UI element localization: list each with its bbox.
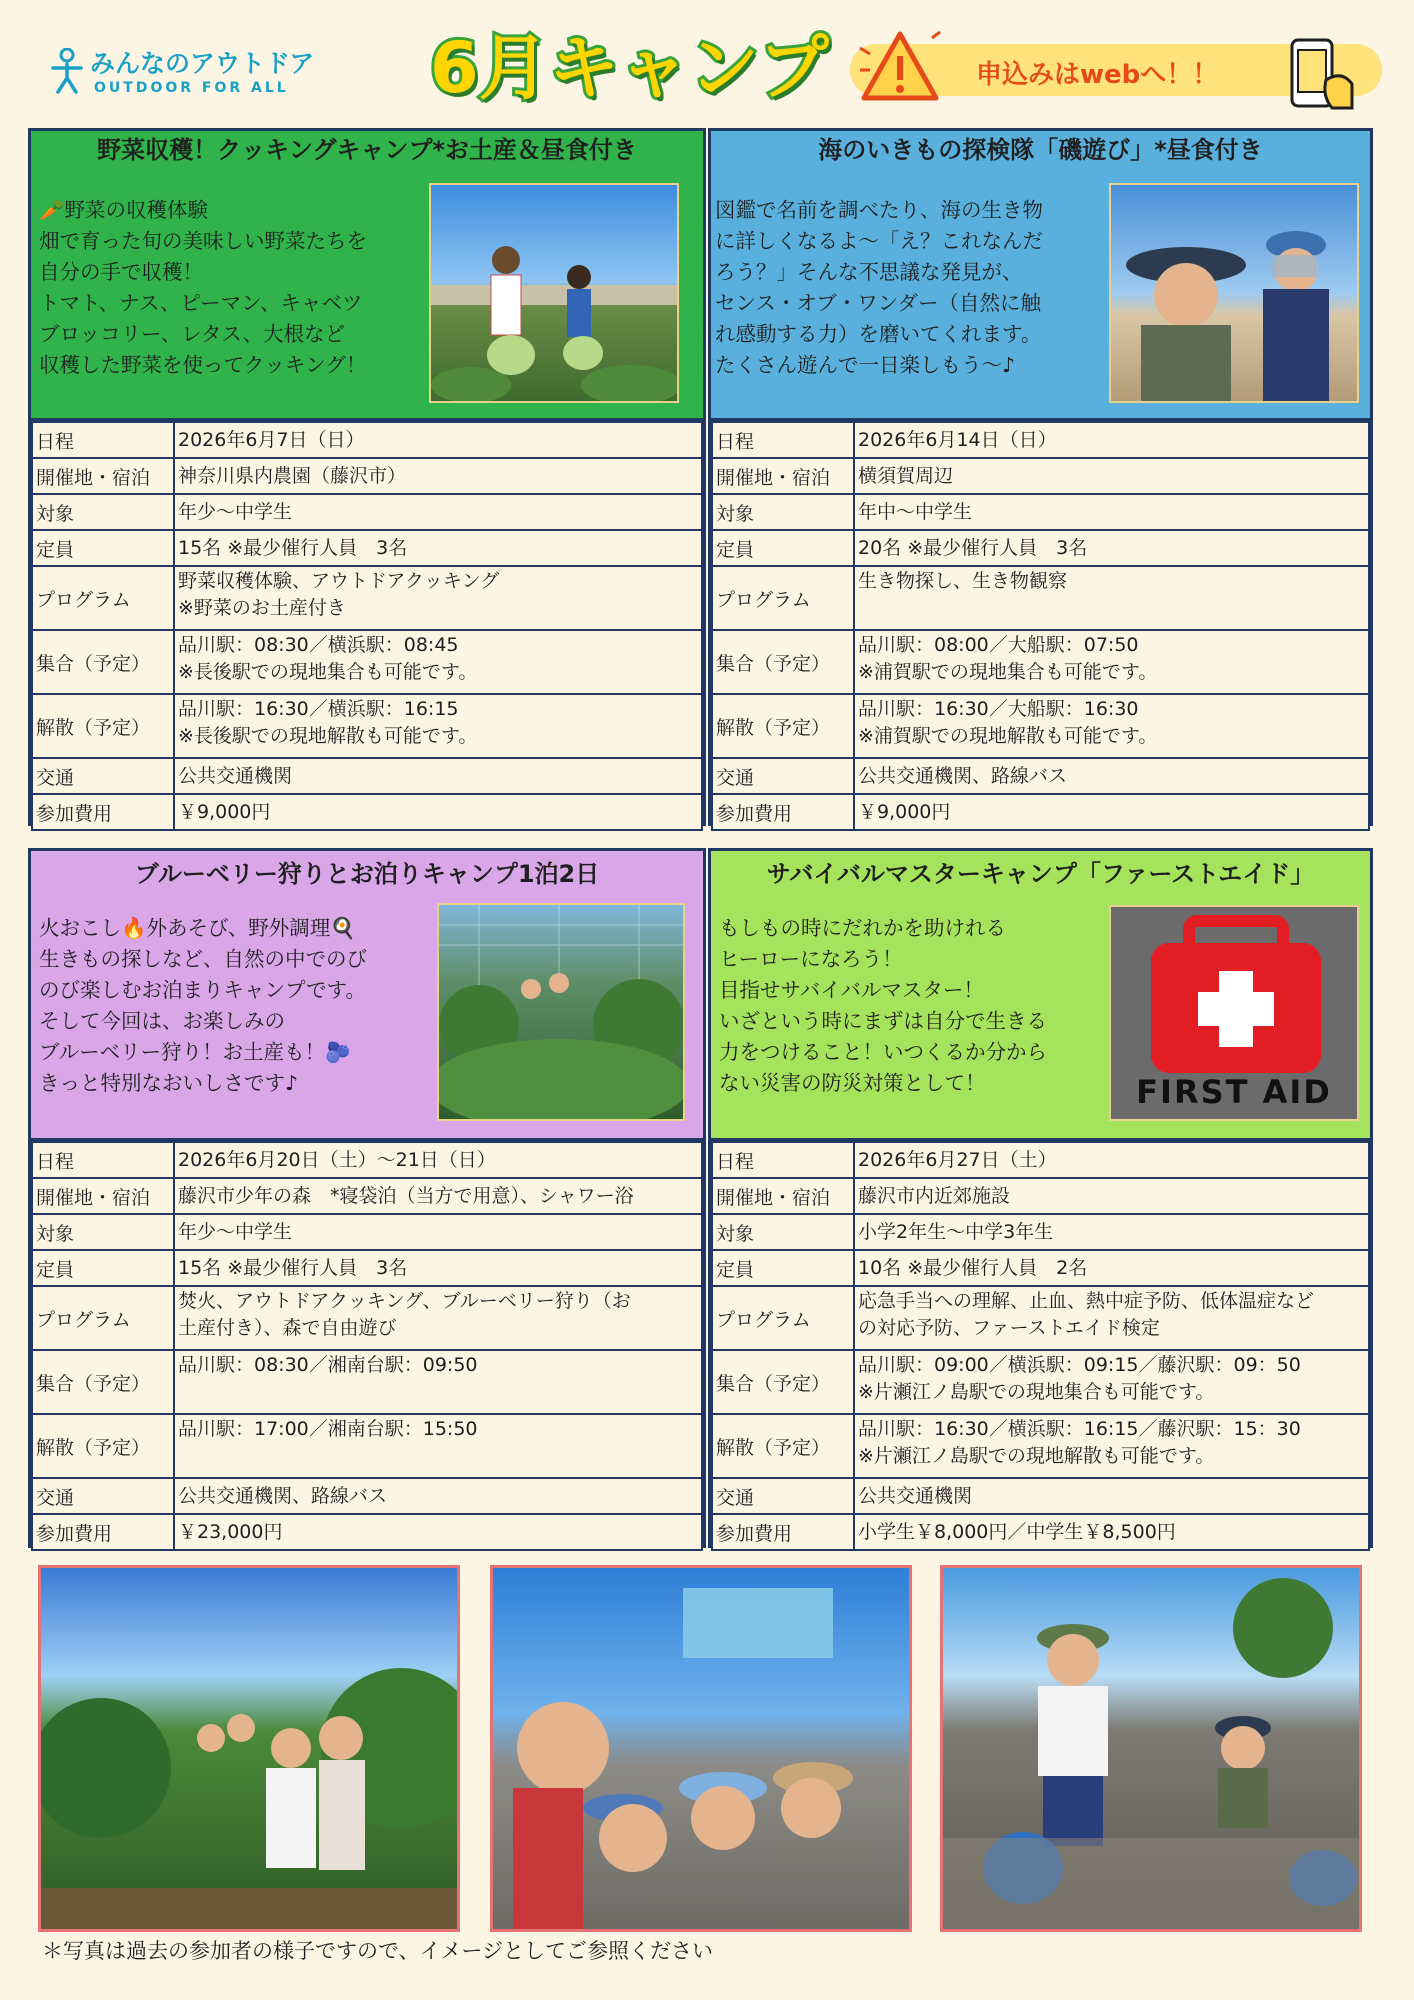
row-value: 15名 ※最少催行人員 3名: [174, 530, 702, 566]
row-label: 集合（予定）: [712, 1350, 854, 1414]
row-label: 定員: [32, 530, 174, 566]
logo-subtext: OUTDOOR FOR ALL: [94, 80, 289, 96]
row-label: 日程: [32, 422, 174, 458]
logo: [50, 44, 330, 100]
page-title: 6月キャンプ: [430, 27, 829, 109]
row-value: 品川駅：08:30／横浜駅：08:45 ※長後駅での現地集合も可能です。: [174, 630, 702, 694]
row-value: 横須賀周辺: [854, 458, 1369, 494]
row-value: 品川駅：17:00／湘南台駅：15:50: [174, 1414, 702, 1478]
row-label: 交通: [32, 1478, 174, 1514]
row-label: 参加費用: [712, 1514, 854, 1550]
row-value: 公共交通機関、路線バス: [854, 758, 1369, 794]
apply-web-link[interactable]: 申込みはwebへ！！: [976, 60, 1219, 90]
row-value: 応急手当への理解、止血、熱中症予防、低体温症など の対応予防、ファーストエイド検定: [854, 1286, 1369, 1350]
row-label: 日程: [32, 1142, 174, 1178]
row-label: プログラム: [32, 566, 174, 630]
row-label: 開催地・宿泊: [32, 458, 174, 494]
row-label: 解散（予定）: [712, 694, 854, 758]
row-label: 開催地・宿泊: [712, 458, 854, 494]
row-label: 交通: [32, 758, 174, 794]
row-label: 対象: [32, 494, 174, 530]
row-value: 10名 ※最少催行人員 2名: [854, 1250, 1369, 1286]
camp-title: サバイバルマスターキャンプ「ファーストエイド」: [766, 860, 1315, 888]
tidepool-kids-photo: [1109, 183, 1359, 403]
row-value: 焚火、アウトドアクッキング、ブルーベリー狩り（お 土産付き）、森で自由遊び: [174, 1286, 702, 1350]
camp-info-table: [711, 1141, 1370, 1551]
camp-title: ブルーベリー狩りとお泊りキャンプ1泊2日: [134, 860, 600, 888]
camp-description: 図鑑で名前を調べたり、海の生き物 に詳しくなるよ〜「え？これなんだ ろう？」そんな不思議な発見が、 センス・オブ・ワンダー（自然に触 れ感動する力）を磨いてくれます。 たくさん遊んで一日楽しもう〜♪: [715, 198, 1043, 377]
row-label: 解散（予定）: [712, 1414, 854, 1478]
camp-description: 🥕野菜の収穫体験 畑で育った旬の美味しい野菜たちを 自分の手で収穫！ トマト、ナス、ピーマン、キャベツ ブロッコリー、レタス、大根など 収穫した野菜を使ってクッキング！: [39, 198, 367, 377]
first-aid-label: FIRST AID: [1136, 1073, 1332, 1111]
row-label: 集合（予定）: [32, 630, 174, 694]
row-label: 解散（予定）: [32, 694, 174, 758]
row-label: 集合（予定）: [712, 630, 854, 694]
tidepool-netting-photo: [940, 1565, 1362, 1932]
row-value: 2026年6月14日（日）: [854, 422, 1369, 458]
blueberry-field-photo: [437, 903, 685, 1121]
row-value: 年中〜中学生: [854, 494, 1369, 530]
row-label: 対象: [712, 494, 854, 530]
row-value: ￥23,000円: [174, 1514, 702, 1550]
row-label: 日程: [712, 422, 854, 458]
row-label: 定員: [712, 530, 854, 566]
row-value: 野菜収穫体験、アウトドアクッキング ※野菜のお土産付き: [174, 566, 702, 630]
row-value: 品川駅：08:00／大船駅：07:50 ※浦賀駅での現地集合も可能です。: [854, 630, 1369, 694]
row-value: 15名 ※最少催行人員 3名: [174, 1250, 702, 1286]
row-value: 2026年6月20日（土）〜21日（日）: [174, 1142, 702, 1178]
row-label: プログラム: [32, 1286, 174, 1350]
row-label: 対象: [32, 1214, 174, 1250]
logo-text: みんなのアウトドア: [90, 49, 315, 78]
row-value: 品川駅：16:30／横浜駅：16:15 ※長後駅での現地解散も可能です。: [174, 694, 702, 758]
tidepool-observation-photo: [490, 1565, 912, 1932]
camp-title: 海のいきもの探検隊「磯遊び」*昼食付き: [818, 136, 1263, 164]
camp-card-seashore: [708, 128, 1373, 826]
camp-info-table: [31, 421, 703, 831]
row-label: 参加費用: [712, 794, 854, 830]
camp-card-vegetable: [28, 128, 706, 826]
row-value: 小学生￥8,000円／中学生￥8,500円: [854, 1514, 1369, 1550]
row-value: 品川駅：08:30／湘南台駅：09:50: [174, 1350, 702, 1414]
camp-description: 火おこし🔥外あそび、野外調理🍳 生きもの探しなど、自然の中でのび のび楽しむお泊まりキャンプです。 そして今回は、お楽しみの ブルーベリー狩り！お土産も！🫐 きっと特別なおいしさです♪: [39, 916, 367, 1095]
row-value: 品川駅：16:30／横浜駅：16:15／藤沢駅：15：30 ※片瀬江ノ島駅での現地解散も可能です。: [854, 1414, 1369, 1478]
row-value: 公共交通機関、路線バス: [174, 1478, 702, 1514]
warning-icon: [858, 28, 942, 108]
row-label: プログラム: [712, 1286, 854, 1350]
row-label: 交通: [712, 1478, 854, 1514]
row-value: 2026年6月27日（土）: [854, 1142, 1369, 1178]
row-label: 参加費用: [32, 794, 174, 830]
harvest-photo: [429, 183, 679, 403]
row-value: 公共交通機関: [174, 758, 702, 794]
row-value: ￥9,000円: [174, 794, 702, 830]
row-label: 集合（予定）: [32, 1350, 174, 1414]
row-value: 2026年6月7日（日）: [174, 422, 702, 458]
row-value: 品川駅：16:30／大船駅：16:30 ※浦賀駅での現地解散も可能です。: [854, 694, 1369, 758]
camp-info-table: [31, 1141, 703, 1551]
row-label: 参加費用: [32, 1514, 174, 1550]
row-label: 交通: [712, 758, 854, 794]
row-label: 開催地・宿泊: [32, 1178, 174, 1214]
row-value: 年少〜中学生: [174, 494, 702, 530]
smartphone-icon: [1282, 36, 1360, 112]
row-value: 公共交通機関: [854, 1478, 1369, 1514]
row-value: ￥9,000円: [854, 794, 1369, 830]
row-value: 生き物探し、生き物観察: [854, 566, 1369, 630]
logo-person-icon: [50, 48, 84, 94]
row-label: 定員: [712, 1250, 854, 1286]
camp-description: もしもの時にだれかを助けれる ヒーローになろう！ 目指せサバイバルマスター！ いざという時にまずは自分で生きる 力をつけること！いつくるか分から ない災害の防災対策として！: [719, 916, 1047, 1095]
row-label: 対象: [712, 1214, 854, 1250]
row-value: 年少〜中学生: [174, 1214, 702, 1250]
camp-info-table: [711, 421, 1370, 831]
row-label: 定員: [32, 1250, 174, 1286]
row-value: 品川駅：09:00／横浜駅：09:15／藤沢駅：09：50 ※片瀬江ノ島駅での現地集合も可能です。: [854, 1350, 1369, 1414]
row-label: 開催地・宿泊: [712, 1178, 854, 1214]
row-value: 神奈川県内農園（藤沢市）: [174, 458, 702, 494]
row-value: 20名 ※最少催行人員 3名: [854, 530, 1369, 566]
footer-note: ＊写真は過去の参加者の様子ですので、イメージとしてご参照ください: [42, 1939, 713, 1963]
row-label: プログラム: [712, 566, 854, 630]
row-value: 藤沢市少年の森 *寝袋泊（当方で用意）、シャワー浴: [174, 1178, 702, 1214]
camp-title: 野菜収穫！クッキングキャンプ*お土産＆昼食付き: [97, 136, 637, 164]
first-aid-kit-image: [1109, 905, 1359, 1121]
row-label: 日程: [712, 1142, 854, 1178]
row-label: 解散（予定）: [32, 1414, 174, 1478]
row-value: 藤沢市内近郊施設: [854, 1178, 1369, 1214]
camp-card-blueberry: [28, 848, 706, 1548]
blueberry-kids-photo: [38, 1565, 460, 1932]
camp-card-firstaid: [708, 848, 1373, 1548]
row-value: 小学2年生〜中学3年生: [854, 1214, 1369, 1250]
